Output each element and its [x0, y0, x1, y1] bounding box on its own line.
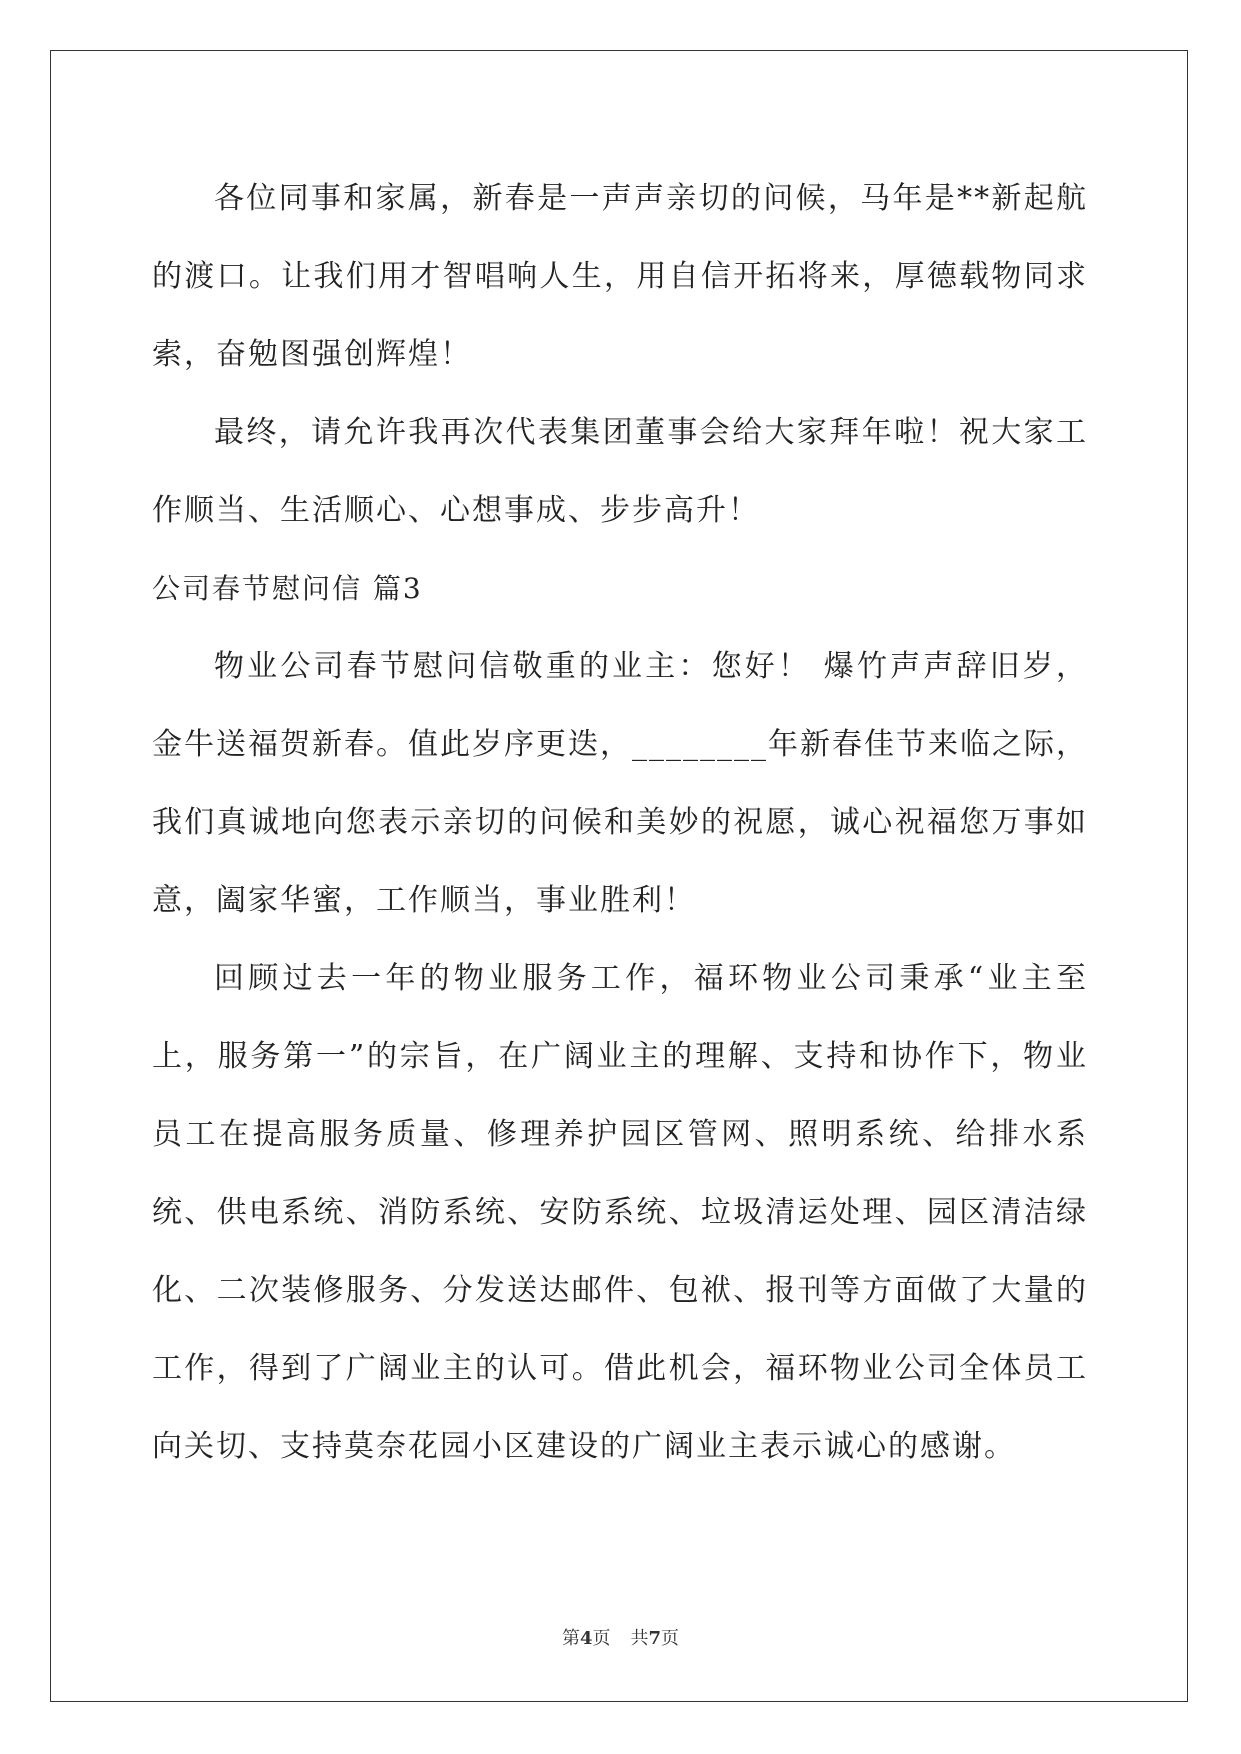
page-footer	[0, 1624, 1241, 1650]
document-body	[152, 160, 1088, 1486]
paragraph: 物业公司春节慰问信敬重的业主：您好！ 爆竹声声辞旧岁，金牛送福贺新春。值此岁序更迭，________年新春佳节来临之际，我们真诚地向您表示亲切的问候和美妙的祝愿，诚心祝福您万事如意，阖家华蜜，工作顺当，事业胜利！	[152, 649, 1088, 918]
paragraph: 最终，请允许我再次代表集团董事会给大家拜年啦！祝大家工作顺当、生活顺心、心想事成、步步高升！	[152, 415, 1088, 528]
paragraph: 回顾过去一年的物业服务工作，福环物业公司秉承“业主至上，服务第一”的宗旨，在广阔业主的理解、支持和协作下，物业员工在提高服务质量、修理养护园区管网、照明系统、给排水系统、供电系统、消防系统、安防系统、垃圾清运处理、园区清洁绿化、二次装修服务、分发送达邮件、包袱、报刊等方面做了大量的工作，得到了广阔业主的认可。借此机会，福环物业公司全体员工向关切、支持莫奈花园小区建设的广阔业主表示诚心的感谢。	[152, 961, 1088, 1464]
paragraph: 各位同事和家属，新春是一声声亲切的问候，马年是**新起航的渡口。让我们用才智唱响人生，用自信开拓将来，厚德载物同求索，奋勉图强创辉煌！	[152, 181, 1088, 372]
total-suffix: 页	[661, 1628, 680, 1649]
total-prefix: 共	[630, 1628, 649, 1649]
page-suffix: 页	[592, 1628, 611, 1649]
total-pages-number: 7	[648, 1628, 662, 1649]
section-heading: 公司春节慰问信 篇3	[152, 572, 423, 605]
current-page-number: 4	[579, 1628, 593, 1649]
page-prefix: 第	[561, 1628, 580, 1649]
